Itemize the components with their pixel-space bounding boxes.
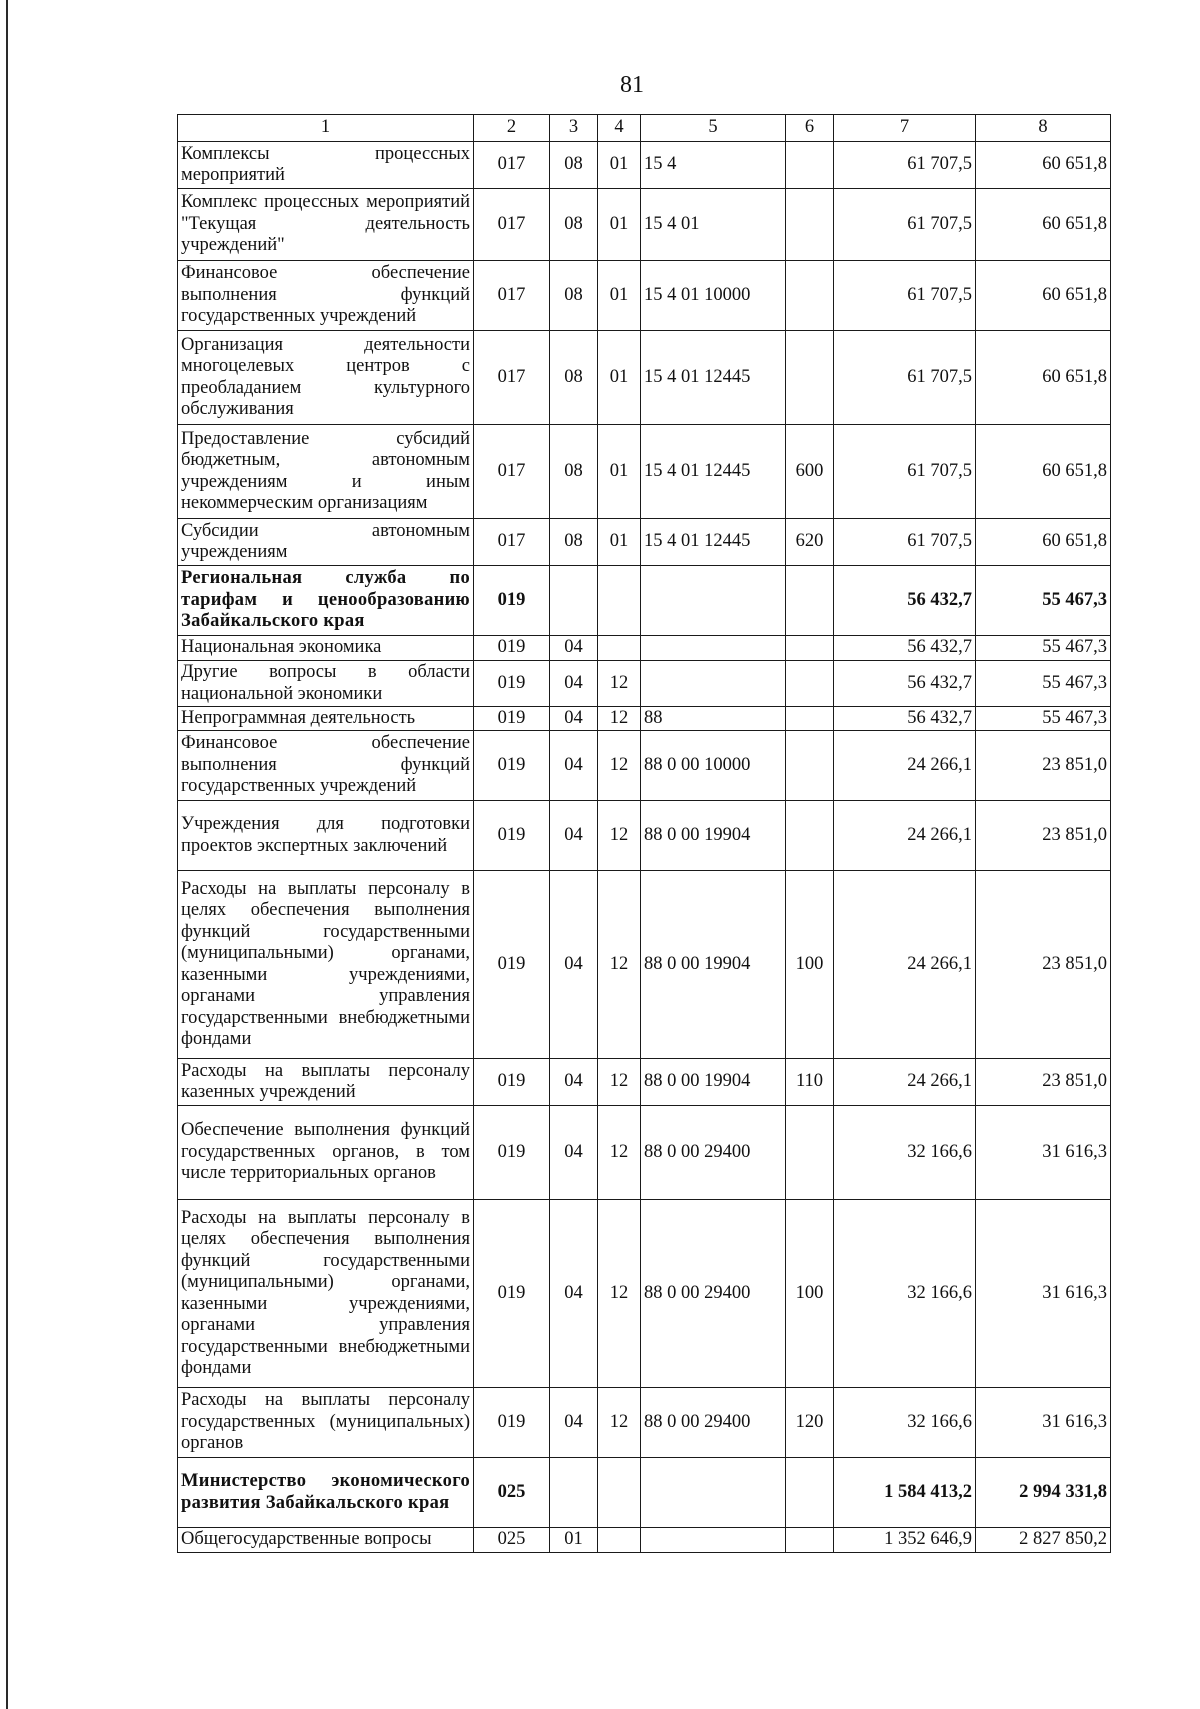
table-row [178, 189, 1111, 261]
cell-expense-type [786, 1458, 834, 1528]
cell-subsection: 12 [598, 1059, 641, 1106]
cell-ministry: 019 [474, 1059, 550, 1106]
cell-amount-col8: 23 851,0 [976, 871, 1111, 1059]
cell-ministry: 019 [474, 1200, 550, 1388]
table-row [178, 801, 1111, 871]
cell-section [550, 1458, 598, 1528]
cell-ministry: 019 [474, 566, 550, 636]
cell-expense-type [786, 801, 834, 871]
cell-expense-type [786, 1528, 834, 1553]
cell-ministry: 019 [474, 801, 550, 871]
cell-subsection: 12 [598, 801, 641, 871]
cell-amount-col8: 23 851,0 [976, 801, 1111, 871]
cell-target-item: 15 4 [641, 142, 786, 189]
cell-expense-type [786, 1106, 834, 1200]
cell-section: 08 [550, 519, 598, 566]
cell-amount-col7: 56 432,7 [834, 566, 976, 636]
table-row [178, 661, 1111, 707]
cell-amount-col8: 31 616,3 [976, 1388, 1111, 1458]
table-row [178, 331, 1111, 425]
cell-ministry: 017 [474, 331, 550, 425]
cell-subsection: 01 [598, 142, 641, 189]
cell-expense-type [786, 731, 834, 801]
cell-expense-type: 110 [786, 1059, 834, 1106]
cell-amount-col7: 61 707,5 [834, 189, 976, 261]
row-name: Другие вопросы в области национальной экономики [178, 661, 474, 707]
row-name: Комплексы процессных мероприятий [178, 142, 474, 189]
cell-target-item: 88 0 00 19904 [641, 871, 786, 1059]
cell-subsection: 12 [598, 707, 641, 731]
cell-ministry: 019 [474, 636, 550, 661]
cell-amount-col7: 56 432,7 [834, 636, 976, 661]
cell-section: 04 [550, 1106, 598, 1200]
cell-amount-col8: 60 651,8 [976, 142, 1111, 189]
table-row [178, 1106, 1111, 1200]
header-cell: 8 [976, 115, 1111, 142]
row-name: Расходы на выплаты персоналу в целях обеспечения выполнения функций государственными (муниципальными) органами, казенными учреждениями, органами управления государственными внебюджетными фондами [178, 871, 474, 1059]
table-row [178, 1200, 1111, 1388]
cell-amount-col7: 61 707,5 [834, 519, 976, 566]
cell-expense-type: 100 [786, 871, 834, 1059]
cell-ministry: 017 [474, 519, 550, 566]
cell-section: 04 [550, 707, 598, 731]
row-name: Организация деятельности многоцелевых центров с преобладанием культурного обслуживания [178, 331, 474, 425]
cell-amount-col8: 60 651,8 [976, 331, 1111, 425]
cell-ministry: 017 [474, 425, 550, 519]
cell-target-item: 15 4 01 12445 [641, 331, 786, 425]
cell-section: 04 [550, 801, 598, 871]
cell-subsection: 12 [598, 731, 641, 801]
cell-subsection: 12 [598, 1106, 641, 1200]
row-name: Финансовое обеспечение выполнения функций государственных учреждений [178, 261, 474, 331]
cell-target-item [641, 1458, 786, 1528]
table-row [178, 1388, 1111, 1458]
cell-target-item [641, 636, 786, 661]
cell-ministry: 017 [474, 189, 550, 261]
cell-amount-col7: 61 707,5 [834, 261, 976, 331]
cell-target-item [641, 661, 786, 707]
header-cell: 5 [641, 115, 786, 142]
cell-target-item [641, 1528, 786, 1553]
row-name: Учреждения для подготовки проектов экспертных заключений [178, 801, 474, 871]
cell-amount-col8: 55 467,3 [976, 636, 1111, 661]
cell-subsection: 01 [598, 189, 641, 261]
cell-section: 01 [550, 1528, 598, 1553]
cell-ministry: 025 [474, 1528, 550, 1553]
cell-amount-col8: 55 467,3 [976, 707, 1111, 731]
cell-amount-col8: 31 616,3 [976, 1106, 1111, 1200]
cell-target-item: 15 4 01 10000 [641, 261, 786, 331]
cell-amount-col8: 31 616,3 [976, 1200, 1111, 1388]
cell-amount-col8: 55 467,3 [976, 566, 1111, 636]
cell-amount-col7: 24 266,1 [834, 1059, 976, 1106]
cell-subsection: 12 [598, 661, 641, 707]
scan-edge-line [6, 0, 8, 1709]
row-name: Субсидии автономным учреждениям [178, 519, 474, 566]
cell-amount-col7: 56 432,7 [834, 707, 976, 731]
cell-target-item: 88 0 00 29400 [641, 1388, 786, 1458]
row-name: Расходы на выплаты персоналу казенных учреждений [178, 1059, 474, 1106]
cell-amount-col8: 23 851,0 [976, 731, 1111, 801]
cell-section: 08 [550, 331, 598, 425]
table-header-row [178, 115, 1111, 142]
cell-ministry: 017 [474, 261, 550, 331]
cell-target-item: 88 0 00 19904 [641, 1059, 786, 1106]
row-name: Общегосударственные вопросы [178, 1528, 474, 1553]
cell-target-item: 15 4 01 12445 [641, 519, 786, 566]
cell-amount-col7: 24 266,1 [834, 731, 976, 801]
cell-expense-type [786, 189, 834, 261]
cell-amount-col8: 2 827 850,2 [976, 1528, 1111, 1553]
row-name: Расходы на выплаты персоналу государственных (муниципальных) органов [178, 1388, 474, 1458]
budget-table [177, 114, 1111, 1553]
cell-expense-type: 100 [786, 1200, 834, 1388]
cell-ministry: 017 [474, 142, 550, 189]
cell-subsection: 01 [598, 261, 641, 331]
cell-subsection: 12 [598, 1200, 641, 1388]
cell-subsection [598, 1528, 641, 1553]
cell-expense-type: 620 [786, 519, 834, 566]
cell-target-item: 88 0 00 29400 [641, 1200, 786, 1388]
cell-amount-col7: 24 266,1 [834, 871, 976, 1059]
page-number: 81 [620, 72, 644, 98]
cell-section: 04 [550, 661, 598, 707]
cell-subsection: 12 [598, 871, 641, 1059]
cell-ministry: 019 [474, 871, 550, 1059]
cell-ministry: 019 [474, 1388, 550, 1458]
cell-expense-type [786, 142, 834, 189]
cell-expense-type [786, 707, 834, 731]
cell-target-item: 88 [641, 707, 786, 731]
cell-target-item: 15 4 01 12445 [641, 425, 786, 519]
table-row [178, 425, 1111, 519]
cell-amount-col7: 24 266,1 [834, 801, 976, 871]
cell-target-item: 88 0 00 19904 [641, 801, 786, 871]
row-name: Финансовое обеспечение выполнения функций государственных учреждений [178, 731, 474, 801]
cell-amount-col7: 1 352 646,9 [834, 1528, 976, 1553]
cell-amount-col8: 60 651,8 [976, 261, 1111, 331]
row-name: Предоставление субсидий бюджетным, автономным учреждениям и иным некоммерческим организациям [178, 425, 474, 519]
table-row [178, 261, 1111, 331]
cell-target-item: 88 0 00 29400 [641, 1106, 786, 1200]
table-row [178, 731, 1111, 801]
header-cell: 6 [786, 115, 834, 142]
cell-amount-col7: 32 166,6 [834, 1106, 976, 1200]
cell-section: 08 [550, 189, 598, 261]
cell-subsection: 12 [598, 1388, 641, 1458]
cell-subsection [598, 1458, 641, 1528]
cell-amount-col7: 61 707,5 [834, 142, 976, 189]
header-cell: 2 [474, 115, 550, 142]
cell-amount-col8: 60 651,8 [976, 425, 1111, 519]
header-cell: 1 [178, 115, 474, 142]
cell-amount-col8: 23 851,0 [976, 1059, 1111, 1106]
row-name: Непрограммная деятельность [178, 707, 474, 731]
cell-target-item: 15 4 01 [641, 189, 786, 261]
cell-section: 04 [550, 731, 598, 801]
cell-ministry: 019 [474, 661, 550, 707]
cell-ministry: 019 [474, 1106, 550, 1200]
cell-amount-col7: 61 707,5 [834, 331, 976, 425]
row-name: Комплекс процессных мероприятий "Текущая деятельность учреждений" [178, 189, 474, 261]
cell-target-item: 88 0 00 10000 [641, 731, 786, 801]
header-cell: 3 [550, 115, 598, 142]
table-row [178, 519, 1111, 566]
table-row [178, 566, 1111, 636]
cell-section: 04 [550, 1388, 598, 1458]
cell-target-item [641, 566, 786, 636]
cell-section [550, 566, 598, 636]
header-cell: 4 [598, 115, 641, 142]
cell-section: 08 [550, 142, 598, 189]
cell-ministry: 019 [474, 731, 550, 801]
cell-expense-type [786, 331, 834, 425]
cell-amount-col7: 61 707,5 [834, 425, 976, 519]
cell-subsection: 01 [598, 519, 641, 566]
cell-amount-col8: 60 651,8 [976, 519, 1111, 566]
cell-expense-type: 120 [786, 1388, 834, 1458]
cell-expense-type [786, 636, 834, 661]
cell-section: 08 [550, 261, 598, 331]
cell-amount-col8: 60 651,8 [976, 189, 1111, 261]
table-row [178, 1528, 1111, 1553]
header-cell: 7 [834, 115, 976, 142]
cell-expense-type [786, 261, 834, 331]
table-row [178, 142, 1111, 189]
cell-section: 04 [550, 1200, 598, 1388]
cell-ministry: 025 [474, 1458, 550, 1528]
cell-section: 04 [550, 871, 598, 1059]
cell-section: 08 [550, 425, 598, 519]
row-name: Обеспечение выполнения функций государственных органов, в том числе территориальных органов [178, 1106, 474, 1200]
cell-ministry: 019 [474, 707, 550, 731]
cell-section: 04 [550, 636, 598, 661]
cell-amount-col7: 56 432,7 [834, 661, 976, 707]
cell-subsection [598, 636, 641, 661]
row-name: Региональная служба по тарифам и ценообразованию Забайкальского края [178, 566, 474, 636]
table-row [178, 636, 1111, 661]
cell-amount-col7: 32 166,6 [834, 1200, 976, 1388]
table-row [178, 1458, 1111, 1528]
table-row [178, 1059, 1111, 1106]
row-name: Министерство экономического развития Забайкальского края [178, 1458, 474, 1528]
cell-subsection: 01 [598, 425, 641, 519]
cell-amount-col8: 55 467,3 [976, 661, 1111, 707]
cell-subsection [598, 566, 641, 636]
cell-amount-col8: 2 994 331,8 [976, 1458, 1111, 1528]
cell-expense-type [786, 566, 834, 636]
cell-expense-type [786, 661, 834, 707]
cell-section: 04 [550, 1059, 598, 1106]
cell-subsection: 01 [598, 331, 641, 425]
row-name: Расходы на выплаты персоналу в целях обеспечения выполнения функций государственными (муниципальными) органами, казенными учреждениями, органами управления государственными внебюджетными фондами [178, 1200, 474, 1388]
cell-amount-col7: 32 166,6 [834, 1388, 976, 1458]
table-row [178, 707, 1111, 731]
table-row [178, 871, 1111, 1059]
row-name: Национальная экономика [178, 636, 474, 661]
cell-amount-col7: 1 584 413,2 [834, 1458, 976, 1528]
cell-expense-type: 600 [786, 425, 834, 519]
